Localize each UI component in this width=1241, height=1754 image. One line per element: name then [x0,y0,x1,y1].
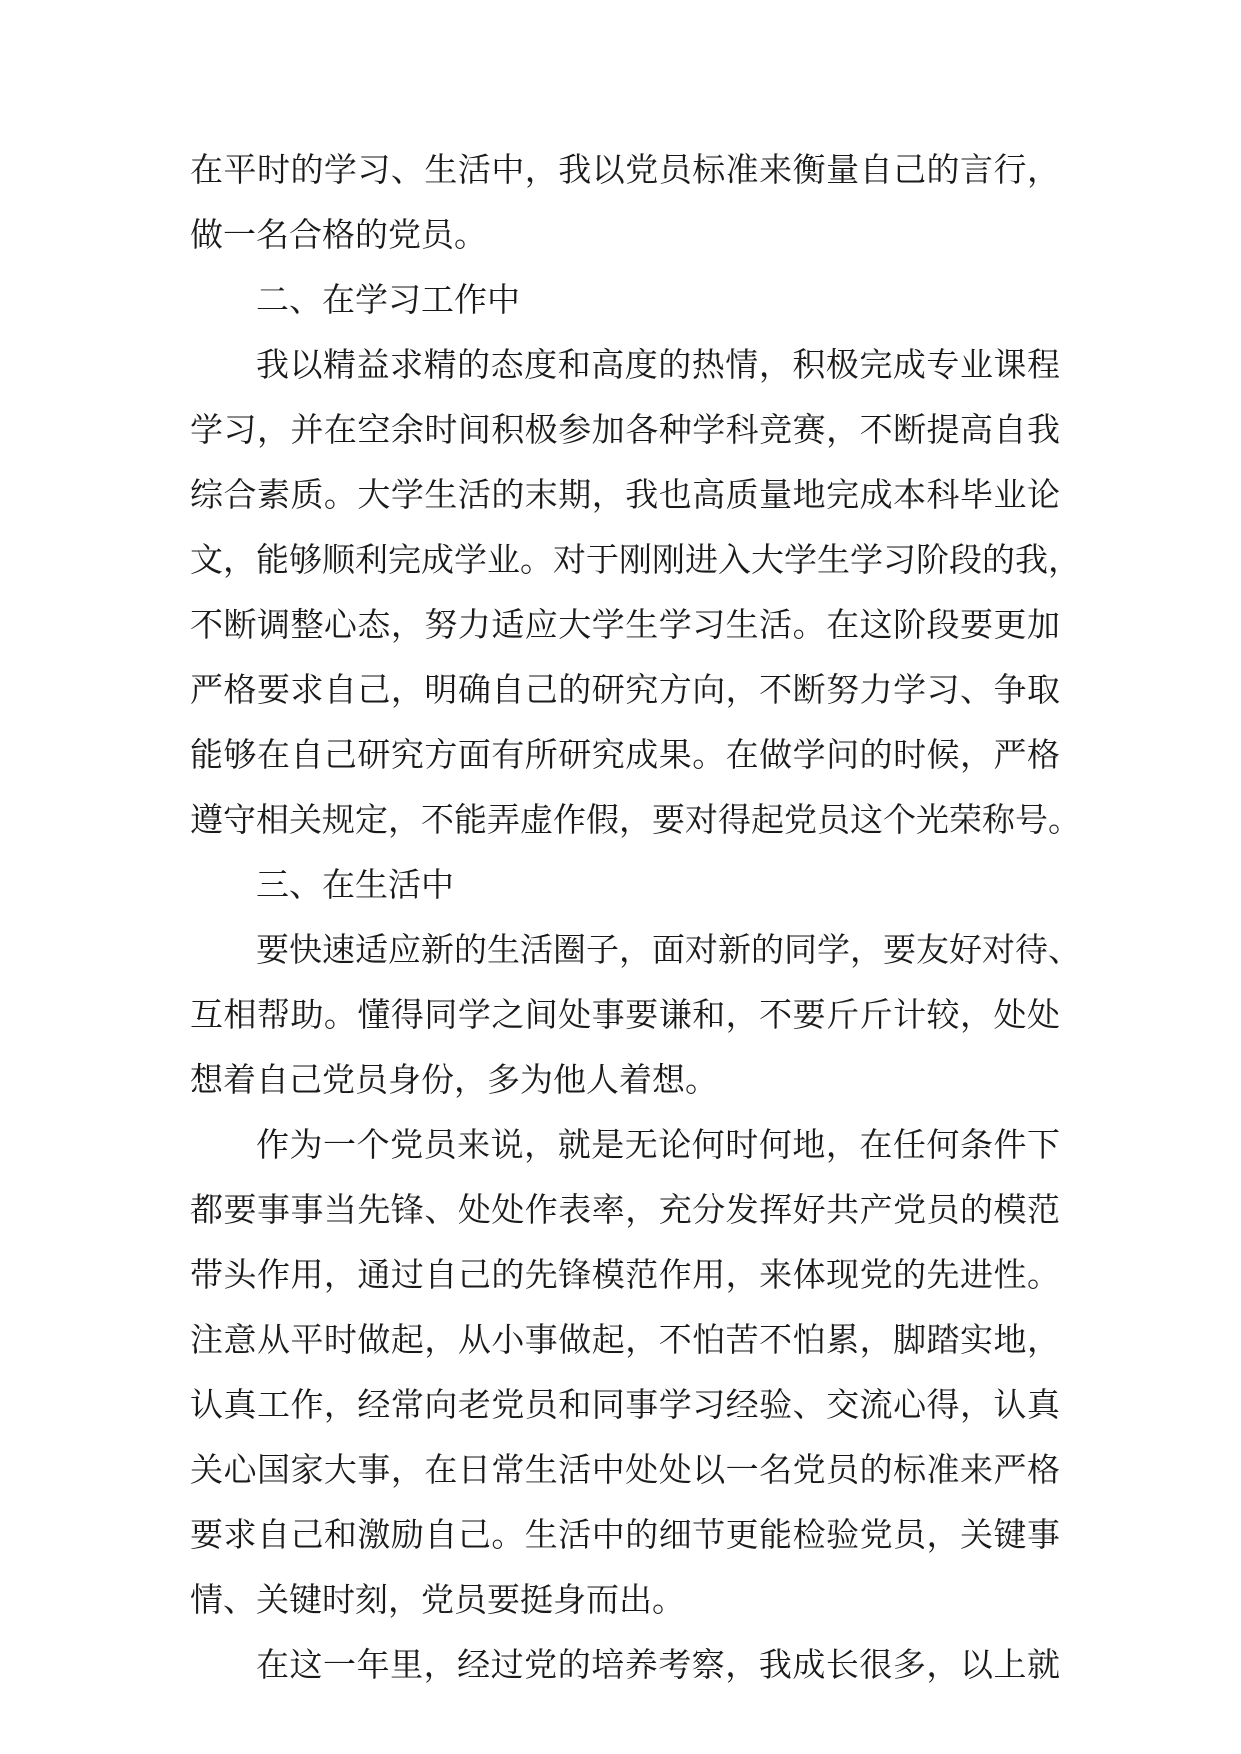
body-line: 注意从平时做起，从小事做起，不怕苦不怕累，脚踏实地， [190,1320,1060,1359]
body-line: 综合素质。大学生活的末期，我也高质量地完成本科毕业论 [190,475,1060,514]
body-line: 想着自己党员身份，多为他人着想。 [190,1060,718,1099]
body-line: 要求自己和激励自己。生活中的细节更能检验党员，关键事 [190,1515,1060,1554]
body-line: 做一名合格的党员。 [190,215,487,254]
body-line: 情、关键时刻，党员要挺身而出。 [190,1580,685,1619]
body-line: 学习，并在空余时间积极参加各种学科竞赛，不断提高自我 [190,410,1060,449]
body-line: 我以精益求精的态度和高度的热情，积极完成专业课程 [256,345,1060,384]
body-line: 严格要求自己，明确自己的研究方向，不断努力学习、争取 [190,670,1060,709]
body-line: 不断调整心态，努力适应大学生学习生活。在这阶段要更加 [190,605,1060,644]
body-line: 都要事事当先锋、处处作表率，充分发挥好共产党员的模范 [190,1190,1060,1229]
body-line: 作为一个党员来说，就是无论何时何地，在任何条件下 [256,1125,1060,1164]
body-line: 关心国家大事，在日常生活中处处以一名党员的标准来严格 [190,1450,1060,1489]
section-heading: 二、在学习工作中 [256,280,520,319]
body-line: 在平时的学习、生活中，我以党员标准来衡量自己的言行， [190,150,1060,189]
body-line: 文，能够顺利完成学业。对于刚刚进入大学生学习阶段的我， [190,540,1081,579]
section-heading: 三、在生活中 [256,865,454,904]
body-line: 能够在自己研究方面有所研究成果。在做学问的时候，严格 [190,735,1060,774]
body-line: 在这一年里，经过党的培养考察，我成长很多，以上就 [256,1645,1060,1684]
body-line: 认真工作，经常向老党员和同事学习经验、交流心得，认真 [190,1385,1060,1424]
body-line: 要快速适应新的生活圈子，面对新的同学，要友好对待、 [256,930,1081,969]
body-line: 带头作用，通过自己的先锋模范作用，来体现党的先进性。 [190,1255,1060,1294]
body-line: 互相帮助。懂得同学之间处事要谦和，不要斤斤计较，处处 [190,995,1060,1034]
body-line: 遵守相关规定，不能弄虚作假，要对得起党员这个光荣称号。 [190,800,1081,839]
